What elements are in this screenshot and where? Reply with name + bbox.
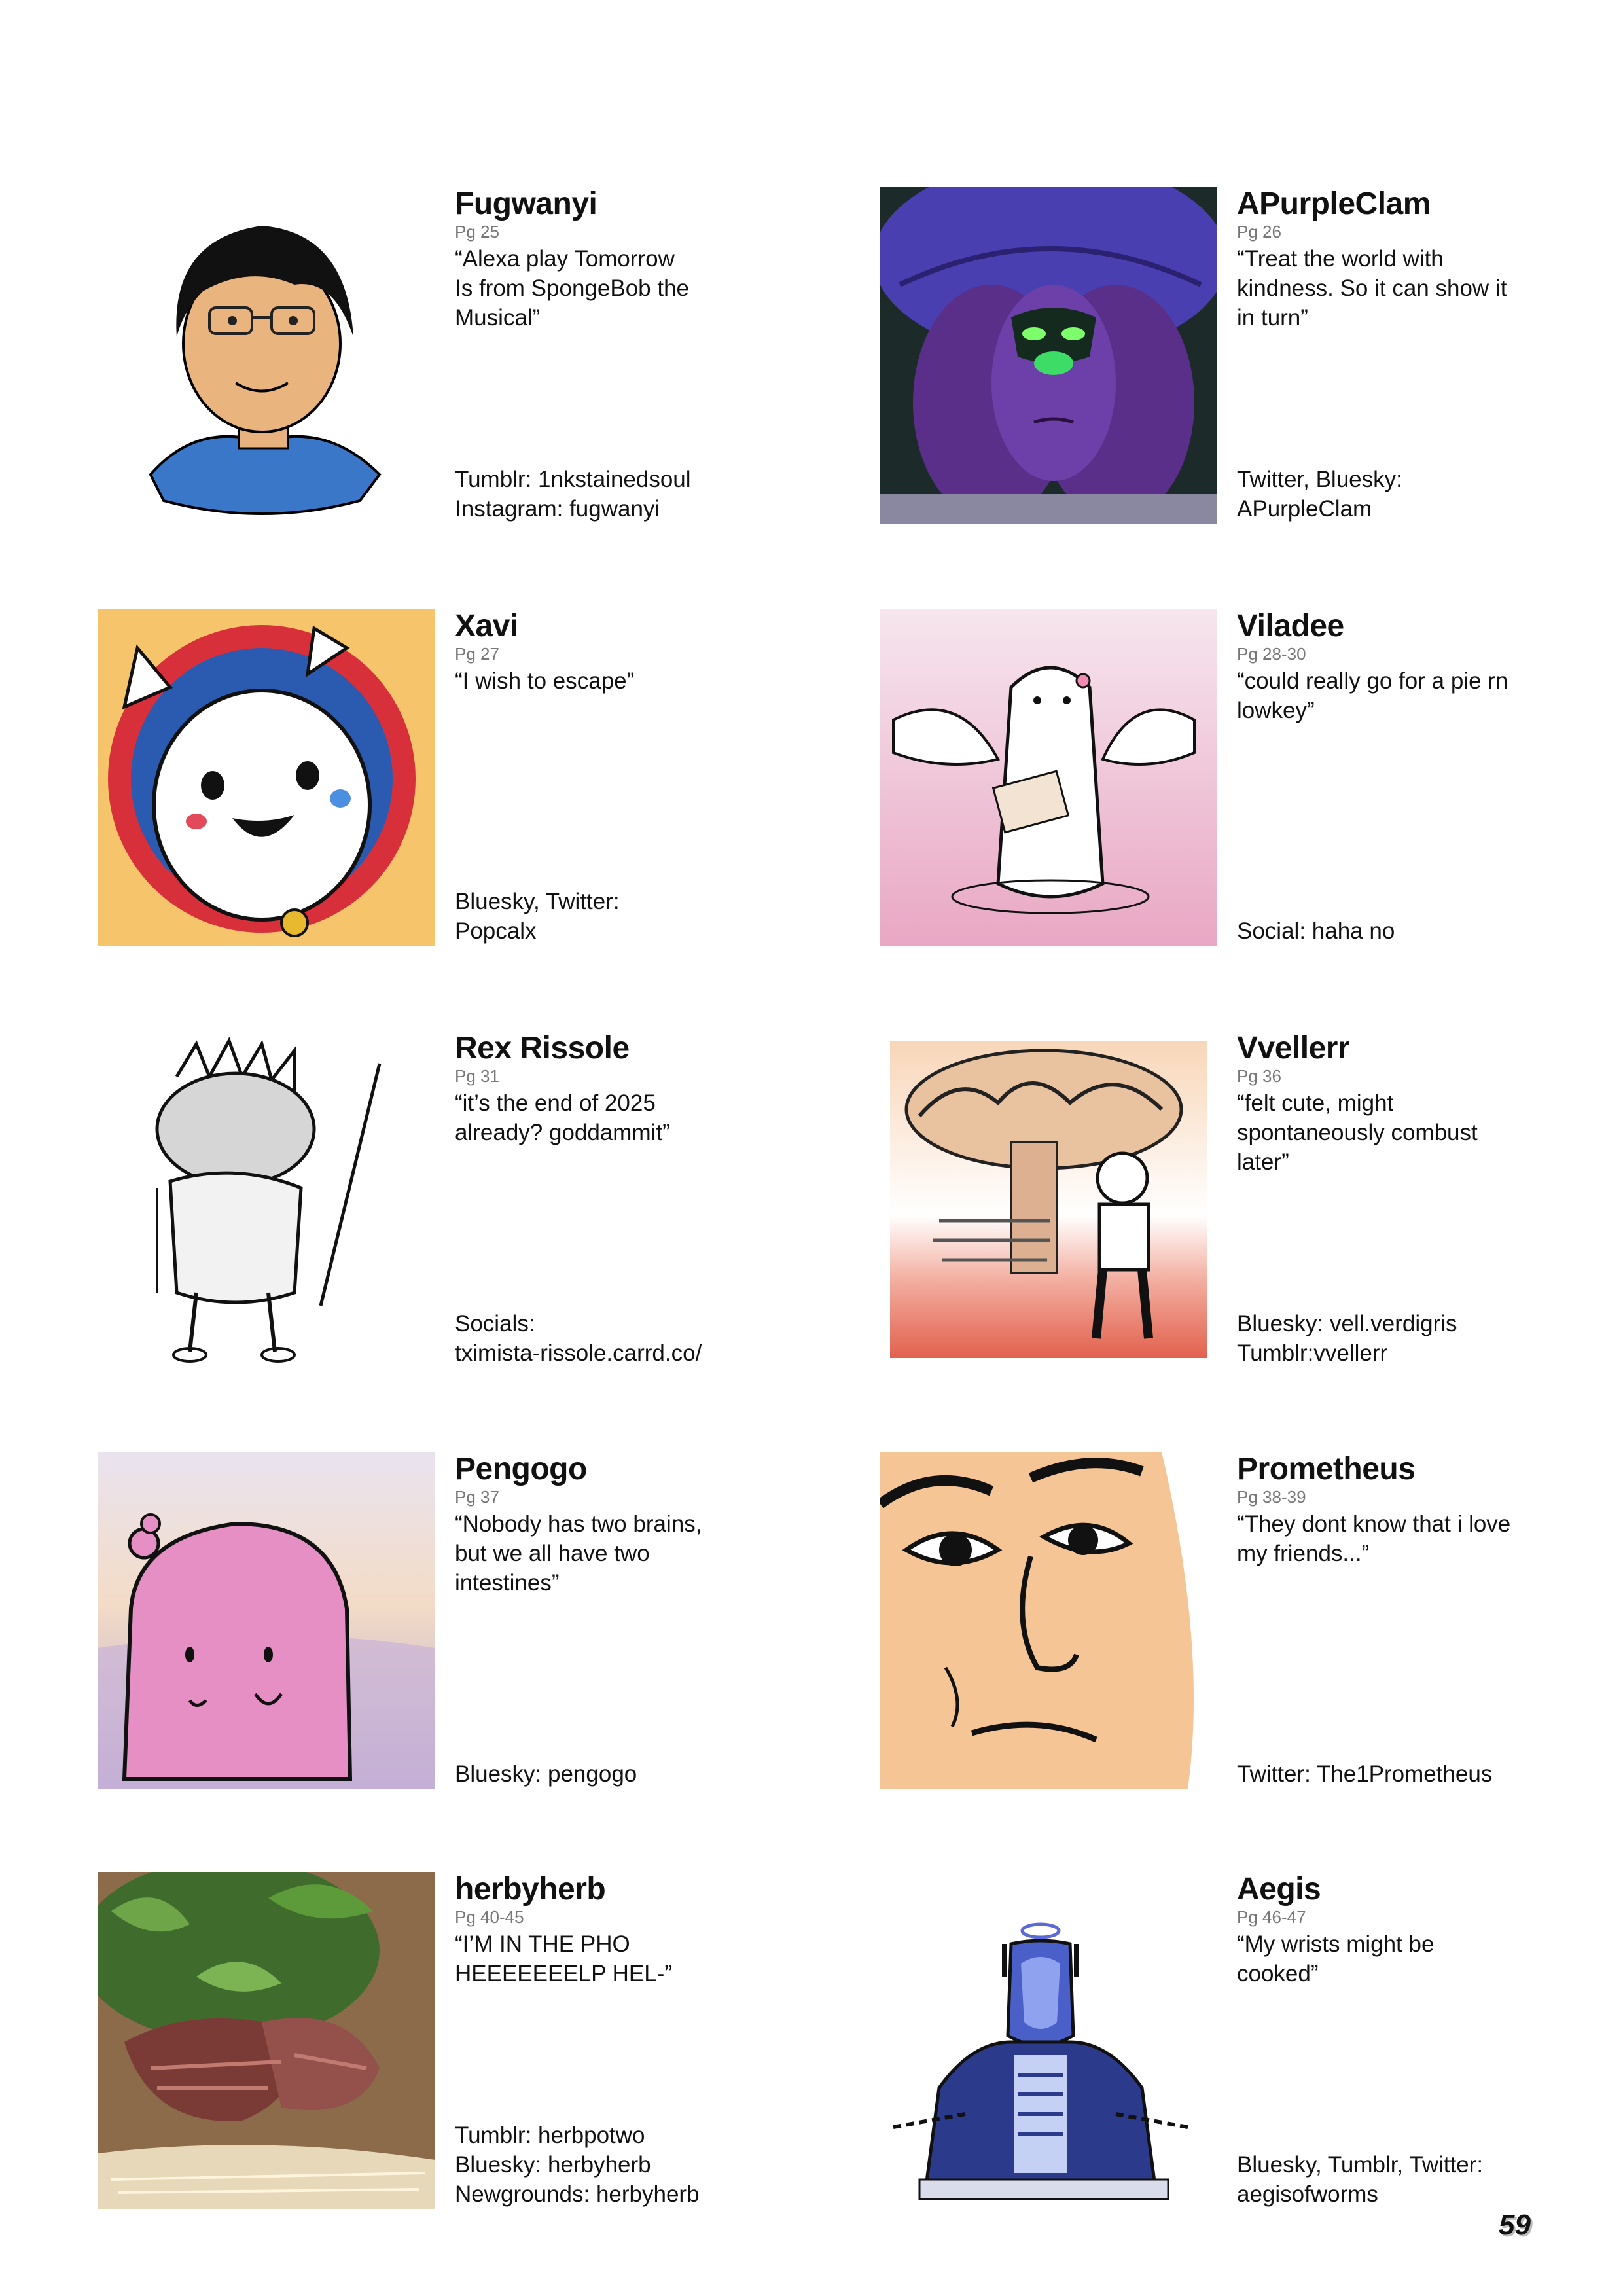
artist-card-fugwanyi [98, 187, 831, 524]
page-reference: Pg 31 [455, 1066, 499, 1086]
artist-quote: “I’M IN THE PHO HEEEEEEELP HEL-” [455, 1931, 672, 1986]
artist-card-viladee [880, 609, 1613, 946]
page-reference: Pg 27 [455, 644, 499, 664]
page-reference: Pg 36 [1237, 1066, 1281, 1086]
artist-name: Fugwanyi [455, 187, 597, 221]
artist-name: Vvellerr [1237, 1031, 1350, 1066]
pengogo-avatar-image [98, 1452, 435, 1789]
artist-socials: Twitter, Bluesky: APurpleClam [1237, 467, 1402, 522]
xavi-avatar-image [98, 609, 435, 946]
artist-socials: Bluesky: vell.verdigris Tumblr:vvellerr [1237, 1311, 1457, 1366]
aegis-avatar-image [880, 1872, 1217, 2209]
fugwanyi-avatar-image [98, 187, 435, 524]
pengogo-info [455, 1452, 828, 1789]
artist-quote: “Treat the world with kindness. So it can show it in turn” [1237, 246, 1507, 331]
artist-name: herbyherb [455, 1872, 606, 1907]
viladee-avatar-image [880, 609, 1217, 946]
artist-quote: “could really go for a pie rn lowkey” [1237, 668, 1508, 723]
vvellerr-info [1237, 1031, 1610, 1368]
artist-socials: Socials: tximista-rissole.carrd.co/ [455, 1311, 702, 1366]
artist-name: Pengogo [455, 1452, 587, 1486]
page-number: 59 [1499, 2209, 1531, 2241]
artist-name: Xavi [455, 609, 518, 643]
artist-name: Aegis [1237, 1872, 1321, 1907]
page-reference: Pg 37 [455, 1487, 499, 1507]
artist-socials: Tumblr: 1nkstainedsoul Instagram: fugwanyi [455, 467, 691, 522]
prometheus-avatar-image [880, 1452, 1217, 1789]
rex-rissole-info [455, 1031, 828, 1368]
artist-card-rex-rissole [98, 1031, 831, 1368]
herbyherb-info [455, 1872, 828, 2209]
page-reference: Pg 46-47 [1237, 1907, 1306, 1927]
artist-card-apurpleclam [880, 187, 1613, 524]
artist-quote: “it’s the end of 2025 already? goddammit” [455, 1090, 670, 1145]
apurpleclam-info [1237, 187, 1610, 524]
artist-name: Prometheus [1237, 1452, 1416, 1486]
viladee-info [1237, 609, 1610, 946]
artist-name: APurpleClam [1237, 187, 1431, 221]
page-reference: Pg 38-39 [1237, 1487, 1306, 1507]
apurpleclam-avatar-image [880, 187, 1217, 524]
artist-card-prometheus [880, 1452, 1613, 1789]
artist-socials: Bluesky, Tumblr, Twitter: aegisofworms [1237, 2152, 1484, 2207]
artist-card-pengogo [98, 1452, 831, 1789]
artist-quote: “Alexa play Tomorrow Is from SpongeBob the Musical” [455, 246, 689, 331]
page-reference: Pg 26 [1237, 222, 1281, 242]
artist-card-xavi [98, 609, 831, 946]
aegis-info [1237, 1872, 1610, 2209]
artist-card-aegis [880, 1872, 1613, 2209]
artist-card-herbyherb [98, 1872, 831, 2209]
artist-quote: “felt cute, might spontaneously combust later” [1237, 1090, 1478, 1175]
rex-rissole-avatar-image [98, 1031, 435, 1368]
prometheus-info [1237, 1452, 1610, 1789]
artist-socials: Bluesky, Twitter: Popcalx [455, 889, 620, 944]
artist-quote: “They dont know that i love my friends...” [1237, 1511, 1511, 1566]
artist-socials: Tumblr: herbpotwo Bluesky: herbyherb Newgrounds: herbyherb [455, 2123, 700, 2207]
artist-card-vvellerr [880, 1031, 1613, 1368]
page-reference: Pg 25 [455, 222, 499, 242]
xavi-info [455, 609, 828, 946]
artist-quote: “I wish to escape” [455, 668, 635, 694]
artist-socials: Bluesky: pengogo [455, 1761, 637, 1787]
artist-quote: “My wrists might be cooked” [1237, 1931, 1435, 1986]
artist-socials: Twitter: The1Prometheus [1237, 1761, 1493, 1787]
artist-quote: “Nobody has two brains, but we all have two intestines” [455, 1511, 702, 1596]
herbyherb-avatar-image [98, 1872, 435, 2209]
artist-name: Rex Rissole [455, 1031, 630, 1066]
artist-socials: Social: haha no [1237, 918, 1395, 944]
page-reference: Pg 28-30 [1237, 644, 1306, 664]
fugwanyi-info [455, 187, 828, 524]
vvellerr-avatar-image [880, 1031, 1217, 1368]
artist-name: Viladee [1237, 609, 1344, 643]
page-reference: Pg 40-45 [455, 1907, 524, 1927]
